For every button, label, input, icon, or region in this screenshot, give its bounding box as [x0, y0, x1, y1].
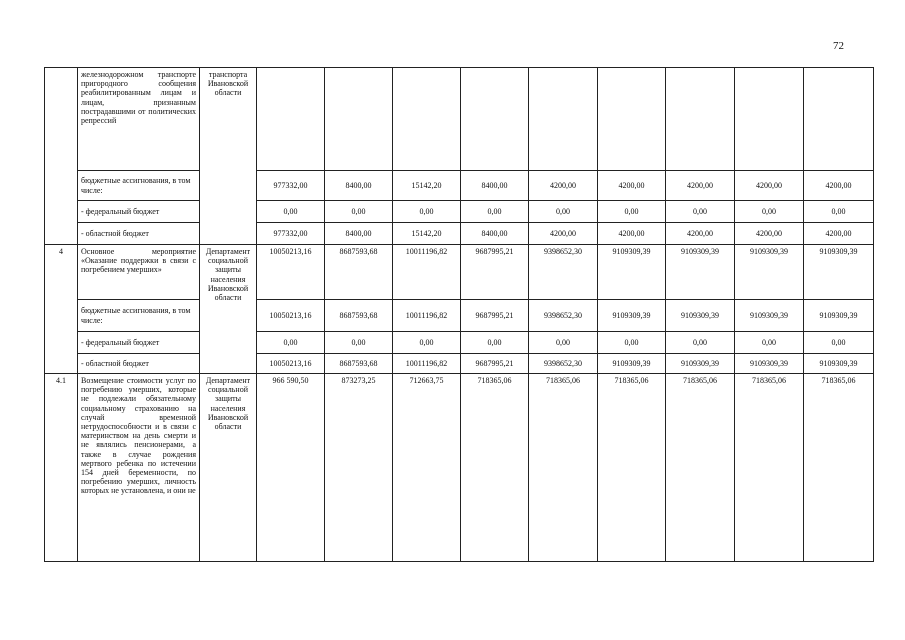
value-cell — [666, 68, 735, 171]
value-cell: 9109309,39 — [804, 245, 874, 300]
budget-label: бюджетные ассигнования, в том числе: — [78, 300, 200, 332]
value-cell: 966 590,50 — [257, 374, 325, 562]
budget-table — [44, 67, 874, 562]
value-cell: 10011196,82 — [393, 300, 461, 332]
page-number: 72 — [833, 40, 844, 52]
value-cell — [393, 68, 461, 171]
value-cell: 9687995,21 — [461, 245, 529, 300]
value-cell: 718365,06 — [529, 374, 598, 562]
value-cell: 718365,06 — [666, 374, 735, 562]
executor-cell: Департамент социальной защиты населения Ивановской области — [200, 374, 257, 562]
value-cell: 10050213,16 — [257, 354, 325, 374]
value-cell: 9109309,39 — [598, 245, 666, 300]
value-cell: 8400,00 — [325, 171, 393, 201]
value-cell: 718365,06 — [804, 374, 874, 562]
value-cell: 0,00 — [666, 201, 735, 223]
table-row — [45, 171, 874, 201]
value-cell: 10050213,16 — [257, 300, 325, 332]
value-cell: 0,00 — [529, 332, 598, 354]
value-cell: 8687593,68 — [325, 245, 393, 300]
table-row — [45, 223, 874, 245]
value-cell — [598, 68, 666, 171]
value-cell: 0,00 — [666, 332, 735, 354]
value-cell: 0,00 — [325, 332, 393, 354]
value-cell: 873273,25 — [325, 374, 393, 562]
value-cell: 4200,00 — [735, 171, 804, 201]
value-cell — [461, 68, 529, 171]
value-cell: 4200,00 — [735, 223, 804, 245]
value-cell: 9687995,21 — [461, 300, 529, 332]
value-cell: 8687593,68 — [325, 300, 393, 332]
regional-label: - областной бюджет — [78, 354, 200, 374]
table-row — [45, 300, 874, 332]
table-row — [45, 245, 874, 300]
value-cell: 0,00 — [804, 332, 874, 354]
value-cell: 9398652,30 — [529, 300, 598, 332]
federal-label: - федеральный бюджет — [78, 332, 200, 354]
value-cell: 9109309,39 — [666, 245, 735, 300]
value-cell: 9109309,39 — [666, 300, 735, 332]
table-row — [45, 332, 874, 354]
budget-label: бюджетные ассигнования, в том числе: — [78, 171, 200, 201]
row-number: 4 — [45, 245, 78, 374]
value-cell: 9398652,30 — [529, 354, 598, 374]
value-cell: 0,00 — [325, 201, 393, 223]
executor-cell: транспорта Ивановской области — [200, 68, 257, 245]
value-cell: 9109309,39 — [735, 300, 804, 332]
table-row — [45, 354, 874, 374]
value-cell: 10011196,82 — [393, 354, 461, 374]
value-cell: 0,00 — [529, 201, 598, 223]
value-cell: 15142,20 — [393, 223, 461, 245]
value-cell: 4200,00 — [598, 171, 666, 201]
table-row — [45, 68, 874, 171]
value-cell: 8400,00 — [461, 171, 529, 201]
event-description: железнодорожном транспорте пригородного сообщения реабилитированным лицам и лицам, признанным пострадавшими от политических репрессий — [78, 68, 200, 171]
value-cell: 4200,00 — [529, 171, 598, 201]
value-cell: 4200,00 — [598, 223, 666, 245]
value-cell: 0,00 — [393, 332, 461, 354]
value-cell — [529, 68, 598, 171]
value-cell — [804, 68, 874, 171]
value-cell: 4200,00 — [804, 171, 874, 201]
value-cell — [325, 68, 393, 171]
value-cell: 977332,00 — [257, 223, 325, 245]
value-cell: 718365,06 — [598, 374, 666, 562]
value-cell: 15142,20 — [393, 171, 461, 201]
value-cell: 9109309,39 — [804, 300, 874, 332]
value-cell: 9398652,30 — [529, 245, 598, 300]
value-cell — [735, 68, 804, 171]
value-cell: 977332,00 — [257, 171, 325, 201]
table-row — [45, 201, 874, 223]
value-cell: 4200,00 — [666, 223, 735, 245]
regional-label: - областной бюджет — [78, 223, 200, 245]
value-cell — [257, 68, 325, 171]
event-description: Основное мероприятие «Оказание поддержки в связи с погребением умерших» — [78, 245, 200, 300]
value-cell: 0,00 — [461, 332, 529, 354]
value-cell: 9109309,39 — [598, 354, 666, 374]
value-cell: 9687995,21 — [461, 354, 529, 374]
value-cell: 0,00 — [257, 201, 325, 223]
table-row — [45, 374, 874, 562]
value-cell: 4200,00 — [804, 223, 874, 245]
value-cell: 0,00 — [735, 332, 804, 354]
value-cell: 4200,00 — [666, 171, 735, 201]
value-cell: 0,00 — [735, 201, 804, 223]
value-cell: 718365,06 — [735, 374, 804, 562]
row-number-cell — [45, 68, 78, 245]
federal-label: - федеральный бюджет — [78, 201, 200, 223]
value-cell: 8400,00 — [461, 223, 529, 245]
value-cell: 8687593,68 — [325, 354, 393, 374]
value-cell: 718365,06 — [461, 374, 529, 562]
value-cell: 8400,00 — [325, 223, 393, 245]
value-cell: 0,00 — [598, 332, 666, 354]
event-description: Возмещение стоимости услуг по погребению умерших, которые не подлежали обязательному социальному страхованию на случай временной нетрудоспособности и в связи с материнством на день смерти и не являлись пенсионерами, а также в случае рождения мертвого ребенка по истечении 154 дней беременности, по погребению умерших, личность которых не установлена, и они не — [78, 374, 200, 562]
value-cell: 10050213,16 — [257, 245, 325, 300]
value-cell: 4200,00 — [529, 223, 598, 245]
row-number: 4.1 — [45, 374, 78, 562]
value-cell: 9109309,39 — [735, 245, 804, 300]
value-cell: 9109309,39 — [666, 354, 735, 374]
value-cell: 9109309,39 — [804, 354, 874, 374]
value-cell: 10011196,82 — [393, 245, 461, 300]
value-cell: 0,00 — [598, 201, 666, 223]
value-cell: 712663,75 — [393, 374, 461, 562]
value-cell: 0,00 — [257, 332, 325, 354]
value-cell: 9109309,39 — [735, 354, 804, 374]
value-cell: 0,00 — [393, 201, 461, 223]
executor-cell: Департамент социальной защиты населения Ивановской области — [200, 245, 257, 374]
value-cell: 0,00 — [461, 201, 529, 223]
value-cell: 0,00 — [804, 201, 874, 223]
value-cell: 9109309,39 — [598, 300, 666, 332]
